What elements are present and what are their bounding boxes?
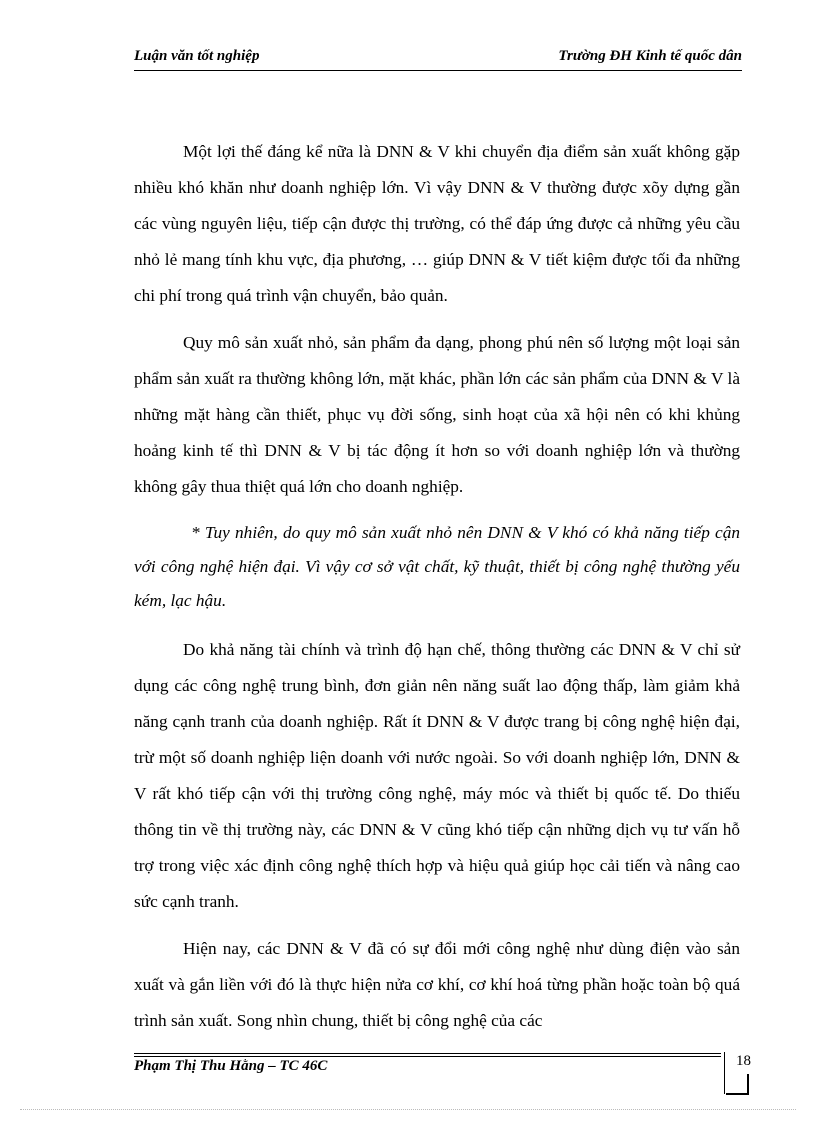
paragraph-small-scale-production: Quy mô sản xuất nhỏ, sản phẩm đa dạng, phong phú nên số lượng một loại sản phẩm sản xuất ra thường không lớn, mặt khác, phần lớn các sản phẩm của DNN & V là những mặt hàng cần thiết, phục vụ đời sống, sinh hoạt của xã hội nên có khi khủng hoảng kinh tế thì DNN & V bị tác động ít hơn so với doanh nghiệp lớn và thường không gây thua thiệt quá lớn cho doanh nghiệp. [134,333,740,496]
page-number-box-edge [724,1052,725,1094]
header-divider [134,70,742,71]
paragraph-technology-limitation: * Tuy nhiên, do quy mô sản xuất nhỏ nên DNN & V khó có khả năng tiếp cận với công nghệ hiện đại. Vì vậy cơ sở vật chất, kỹ thuật, thiết bị công nghệ thường yếu kém, lạc hậu. [134,523,740,610]
footer-author: Phạm Thị Thu Hằng – TC 46C [134,1058,328,1074]
page-number-box-shadow-bottom [726,1093,748,1095]
page-break-line [20,1109,796,1110]
page-number-box-shadow-right [747,1074,749,1095]
footer-divider-bottom [134,1056,721,1057]
footer-divider-top [134,1053,721,1054]
page-number: 18 [736,1053,751,1069]
header-university: Trường ĐH Kinh tế quốc dân [558,48,742,64]
body-text [134,134,740,1050]
paragraph-technology-renewal: Hiện nay, các DNN & V đã có sự đổi mới công nghệ như dùng điện vào sản xuất và gắn liền với đó là thực hiện nửa cơ khí, cơ khí hoá từng phần hoặc toàn bộ quá trình sản xuất. Song nhìn chung, thiết bị công nghệ của các [134,939,740,1030]
header-thesis-title: Luận văn tốt nghiệp [134,48,260,64]
page-header [134,48,742,70]
paragraph-financial-constraints: Do khả năng tài chính và trình độ hạn chế, thông thường các DNN & V chỉ sử dụng các công nghệ trung bình, đơn giản nên năng suất lao động thấp, làm giảm khả năng cạnh tranh của doanh nghiệp. Rất ít DNN & V được trang bị công nghệ hiện đại, trừ một số doanh nghiệp liện doanh với nước ngoài. So với doanh nghiệp lớn, DNN & V rất khó tiếp cận với thị trường công nghệ, máy móc và thiết bị quốc tế. Do thiếu thông tin về thị trường này, các DNN & V cũng khó tiếp cận những dịch vụ tư vấn hỗ trợ trong việc xác định công nghệ thích hợp và hiệu quả giúp học cải tiến và nâng cao sức cạnh tranh. [134,640,740,911]
paragraph-relocation-advantage: Một lợi thế đáng kể nữa là DNN & V khi chuyển địa điểm sản xuất không gặp nhiều khó khăn như doanh nghiệp lớn. Vì vậy DNN & V thường được xõy dựng gần các vùng nguyên liệu, tiếp cận được thị trường, có thể đáp ứng được cả những yêu cầu nhỏ lẻ mang tính khu vực, địa phương, … giúp DNN & V tiết kiệm được tối đa những chi phí trong quá trình vận chuyển, bảo quản. [134,142,740,305]
